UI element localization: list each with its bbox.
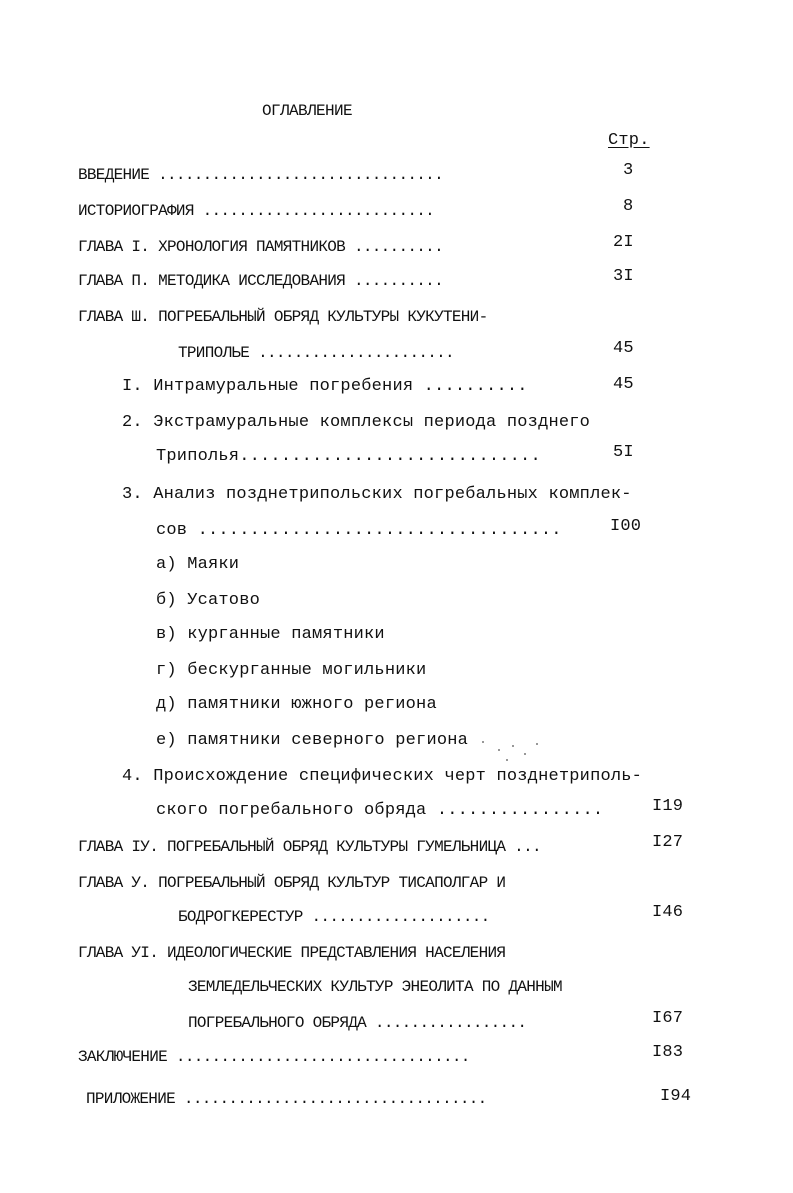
toc-entry-page: I83 <box>652 1043 684 1062</box>
toc-entry-text: ВВЕДЕНИЕ ................................ <box>78 166 443 184</box>
toc-entry-page: I94 <box>660 1087 692 1106</box>
toc-entry-text: сов ................................... <box>156 521 562 540</box>
toc-entry-text: 4. Происхождение специфических черт позднетриполь- <box>122 767 643 786</box>
toc-entry-text: ГЛАВА Ш. ПОГРЕБАЛЬНЫЙ ОБРЯД КУЛЬТУРЫ КУКУТЕНИ- <box>78 308 488 326</box>
toc-entry-text: ЗАКЛЮЧЕНИЕ ................................. <box>78 1048 470 1066</box>
toc-entry-text: ГЛАВА IУ. ПОГРЕБАЛЬНЫЙ ОБРЯД КУЛЬТУРЫ ГУМЕЛЬНИЦА ... <box>78 838 541 856</box>
toc-entry-page: 8 <box>623 197 634 216</box>
toc-entry-page: I46 <box>652 903 684 922</box>
toc-entry-text: ГЛАВА П. МЕТОДИКА ИССЛЕДОВАНИЯ .......... <box>78 272 443 290</box>
toc-subitem: б) Усатово <box>156 591 261 610</box>
toc-entry-page: 2I <box>613 233 634 252</box>
toc-entry-text: 2. Экстрамуральные комплексы периода позднего <box>122 413 591 432</box>
toc-entry-text: ПОГРЕБАЛЬНОГО ОБРЯДА ................. <box>188 1014 527 1032</box>
toc-entry-text: ИСТОРИОГРАФИЯ .......................... <box>78 202 435 220</box>
toc-entry-page: 3I <box>613 267 634 286</box>
toc-subitem: а) Маяки <box>156 555 240 574</box>
toc-entry-text: ГЛАВА I. ХРОНОЛОГИЯ ПАМЯТНИКОВ .......... <box>78 238 443 256</box>
toc-heading: ОГЛАВЛЕНИЕ <box>262 102 353 120</box>
toc-entry-page: I19 <box>652 797 684 816</box>
toc-entry-text: ГЛАВА УI. ИДЕОЛОГИЧЕСКИЕ ПРЕДСТАВЛЕНИЯ НАСЕЛЕНИЯ <box>78 944 506 962</box>
toc-entry-page: I00 <box>610 517 642 536</box>
toc-entry-text: 3. Анализ позднетрипольских погребальных комплек- <box>122 485 632 504</box>
toc-entry-text: Триполья............................. <box>156 447 541 466</box>
toc-entry-text: ТРИПОЛЬЕ ...................... <box>178 344 454 362</box>
toc-subitem: г) бескурганные могильники <box>156 661 427 680</box>
toc-entry-text: ГЛАВА У. ПОГРЕБАЛЬНЫЙ ОБРЯД КУЛЬТУР ТИСАПОЛГАР И <box>78 874 506 892</box>
toc-subitem: в) курганные памятники <box>156 625 385 644</box>
toc-entry-page: 5I <box>613 443 634 462</box>
toc-entry-text: ского погребального обряда ................ <box>156 801 604 820</box>
scan-specks <box>478 735 548 775</box>
toc-entry-page: I67 <box>652 1009 684 1028</box>
toc-subitem: е) памятники северного региона <box>156 731 469 750</box>
toc-entry-page: 3 <box>623 161 634 180</box>
toc-entry-page: I27 <box>652 833 684 852</box>
toc-entry-text: ЗЕМЛЕДЕЛЬЧЕСКИХ КУЛЬТУР ЭНЕОЛИТА ПО ДАННЫМ <box>188 978 562 996</box>
toc-entry-text: БОДРОГКЕРЕСТУР .................... <box>178 908 490 926</box>
toc-entry-page: 45 <box>613 375 634 394</box>
toc-subitem: д) памятники южного региона <box>156 695 437 714</box>
toc-entry-text: I. Интрамуральные погребения .......... <box>122 377 528 396</box>
toc-entry-page: 45 <box>613 339 634 358</box>
page-column-label: Стр. <box>608 131 650 150</box>
toc-entry-text: ПРИЛОЖЕНИЕ .................................. <box>86 1090 487 1108</box>
